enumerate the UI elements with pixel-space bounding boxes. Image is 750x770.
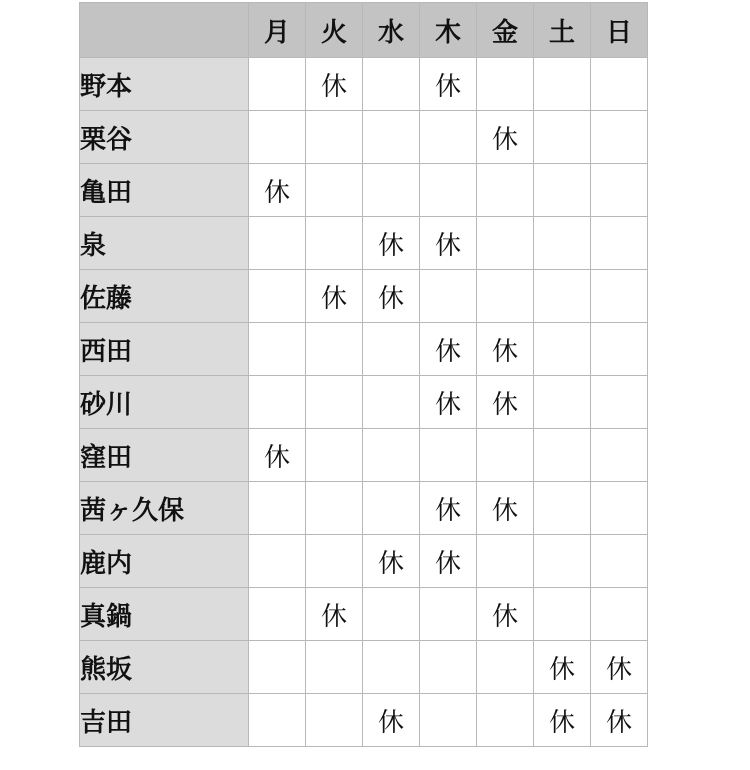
schedule-cell (477, 270, 534, 323)
schedule-body (80, 58, 648, 747)
schedule-cell (591, 535, 648, 588)
staff-name: 泉 (80, 217, 249, 270)
schedule-cell (534, 164, 591, 217)
schedule-cell (363, 164, 420, 217)
schedule-cell (420, 641, 477, 694)
day-header-wed: 水 (363, 3, 420, 58)
schedule-cell (591, 323, 648, 376)
staff-name: 吉田 (80, 694, 249, 747)
schedule-cell (306, 164, 363, 217)
table-row (80, 217, 648, 270)
table-row (80, 482, 648, 535)
staff-name: 野本 (80, 58, 249, 111)
schedule-cell: 休 (420, 376, 477, 429)
schedule-cell (363, 58, 420, 111)
schedule-cell: 休 (420, 535, 477, 588)
schedule-cell: 休 (420, 323, 477, 376)
header-row (80, 3, 648, 58)
schedule-cell (477, 217, 534, 270)
schedule-cell (591, 270, 648, 323)
schedule-cell (477, 58, 534, 111)
schedule-cell (591, 58, 648, 111)
schedule-cell (306, 111, 363, 164)
day-header-sat: 土 (534, 3, 591, 58)
schedule-cell (534, 376, 591, 429)
staff-name: 茜ヶ久保 (80, 482, 249, 535)
schedule-cell (306, 323, 363, 376)
staff-name: 熊坂 (80, 641, 249, 694)
staff-name: 西田 (80, 323, 249, 376)
schedule-cell: 休 (363, 694, 420, 747)
staff-name: 砂川 (80, 376, 249, 429)
schedule-cell: 休 (363, 217, 420, 270)
schedule-cell (249, 482, 306, 535)
day-header-mon: 月 (249, 3, 306, 58)
schedule-cell (420, 588, 477, 641)
schedule-cell (249, 323, 306, 376)
schedule-cell: 休 (477, 111, 534, 164)
staff-name: 栗谷 (80, 111, 249, 164)
schedule-cell (420, 111, 477, 164)
schedule-cell (306, 641, 363, 694)
staff-name: 鹿内 (80, 535, 249, 588)
schedule-cell: 休 (363, 535, 420, 588)
table-row (80, 535, 648, 588)
schedule-cell (477, 641, 534, 694)
schedule-cell (534, 429, 591, 482)
schedule-cell (477, 535, 534, 588)
schedule-cell (249, 270, 306, 323)
schedule-cell (420, 694, 477, 747)
table-row (80, 429, 648, 482)
table-row (80, 58, 648, 111)
schedule-cell (363, 111, 420, 164)
schedule-cell (534, 217, 591, 270)
schedule-cell: 休 (306, 58, 363, 111)
schedule-cell (249, 641, 306, 694)
table-row (80, 376, 648, 429)
schedule-cell (591, 588, 648, 641)
corner-cell (80, 3, 249, 58)
schedule-cell: 休 (363, 270, 420, 323)
schedule-cell (306, 217, 363, 270)
schedule-cell (249, 535, 306, 588)
schedule-cell (306, 482, 363, 535)
schedule-cell: 休 (420, 217, 477, 270)
schedule-cell: 休 (591, 641, 648, 694)
staff-name: 真鍋 (80, 588, 249, 641)
table-row (80, 111, 648, 164)
staff-name: 佐藤 (80, 270, 249, 323)
schedule-cell (363, 641, 420, 694)
schedule-cell (249, 217, 306, 270)
day-header-tue: 火 (306, 3, 363, 58)
schedule-cell (591, 482, 648, 535)
schedule-cell (363, 376, 420, 429)
table-row (80, 641, 648, 694)
schedule-cell (363, 323, 420, 376)
table-row (80, 270, 648, 323)
table-row (80, 694, 648, 747)
schedule-cell (249, 111, 306, 164)
schedule-cell (420, 270, 477, 323)
schedule-cell (534, 58, 591, 111)
schedule-cell (591, 164, 648, 217)
schedule-cell: 休 (306, 588, 363, 641)
schedule-cell (591, 429, 648, 482)
staff-name: 亀田 (80, 164, 249, 217)
schedule-cell: 休 (477, 323, 534, 376)
schedule-cell: 休 (477, 588, 534, 641)
schedule-cell (249, 694, 306, 747)
schedule-cell (534, 111, 591, 164)
schedule-cell (534, 482, 591, 535)
schedule-cell: 休 (534, 694, 591, 747)
schedule-cell (591, 111, 648, 164)
schedule-cell: 休 (420, 58, 477, 111)
schedule-cell (534, 535, 591, 588)
schedule-cell (306, 376, 363, 429)
schedule-cell (534, 270, 591, 323)
schedule-cell (477, 164, 534, 217)
schedule-cell (363, 482, 420, 535)
schedule-cell (306, 429, 363, 482)
schedule-cell (306, 535, 363, 588)
day-header-fri: 金 (477, 3, 534, 58)
table-row (80, 164, 648, 217)
schedule-cell (249, 376, 306, 429)
schedule-cell (363, 588, 420, 641)
schedule-cell: 休 (534, 641, 591, 694)
schedule-cell: 休 (477, 376, 534, 429)
schedule-cell (477, 694, 534, 747)
schedule-cell: 休 (420, 482, 477, 535)
day-header-sun: 日 (591, 3, 648, 58)
schedule-cell (534, 588, 591, 641)
day-header-thu: 木 (420, 3, 477, 58)
schedule-cell (591, 217, 648, 270)
schedule-cell: 休 (591, 694, 648, 747)
schedule-cell (534, 323, 591, 376)
schedule-cell (591, 376, 648, 429)
staff-name: 窪田 (80, 429, 249, 482)
schedule-cell (477, 429, 534, 482)
table-row (80, 588, 648, 641)
schedule-cell (249, 58, 306, 111)
schedule-cell: 休 (477, 482, 534, 535)
schedule-cell: 休 (249, 429, 306, 482)
table-row (80, 323, 648, 376)
schedule-cell (420, 164, 477, 217)
schedule-cell: 休 (249, 164, 306, 217)
schedule-cell (363, 429, 420, 482)
schedule-cell: 休 (306, 270, 363, 323)
schedule-cell (420, 429, 477, 482)
schedule-cell (306, 694, 363, 747)
shift-schedule-table (79, 2, 648, 747)
schedule-cell (249, 588, 306, 641)
